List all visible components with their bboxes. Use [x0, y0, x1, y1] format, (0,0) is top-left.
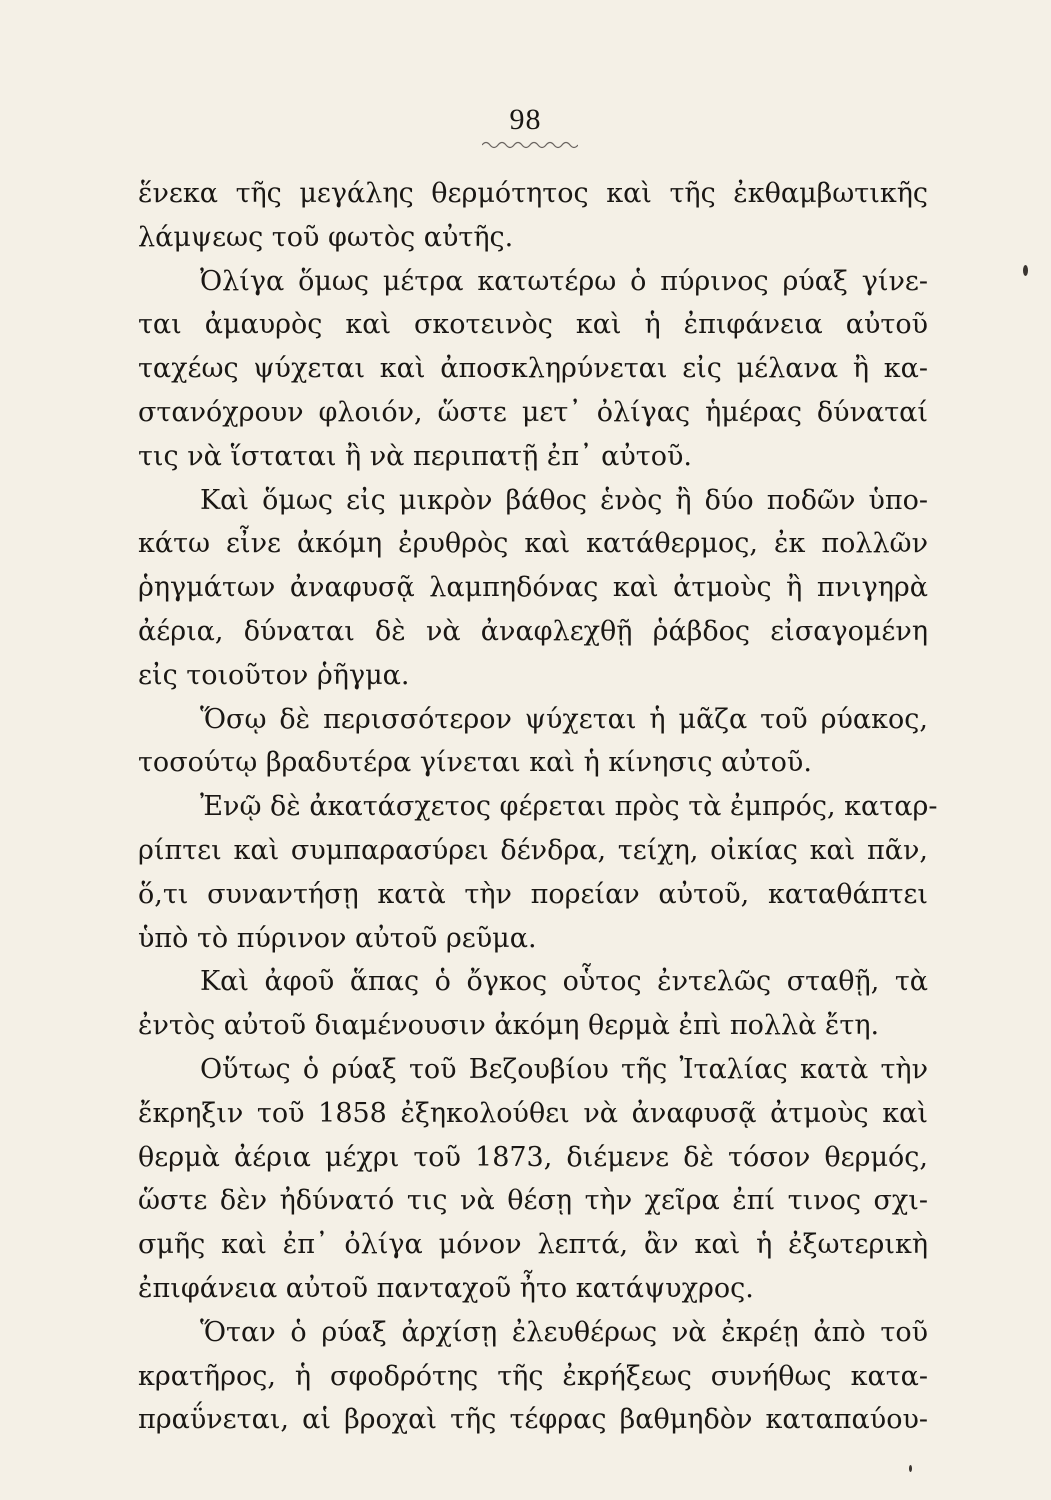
text-line: λάμψεως τοῦ φωτὸς αὐτῆς. [138, 221, 514, 253]
text-line: ῥηγμάτων ἀναφυσᾷ λαμπηδόνας καὶ ἀτμοὺς ἢ πνιγηρὰ [138, 572, 928, 604]
text-line: τις νὰ ἵσταται ἢ νὰ περιπατῇ ἐπ᾽ αὐτοῦ. [138, 440, 692, 472]
text-line: Καὶ ὅμως εἰς μικρὸν βάθος ἑνὸς ἢ δύο ποδῶν ὑπο- [200, 484, 928, 516]
text-line: Ἐνῷ δὲ ἀκατάσχετος φέρεται πρὸς τὰ ἐμπρός, καταρ- [200, 791, 938, 823]
text-line: τοσούτῳ βραδυτέρα γίνεται καὶ ἡ κίνησις αὐτοῦ. [138, 747, 812, 779]
text-line: κρατῆρος, ἡ σφοδρότης τῆς ἐκρήξεως συνήθως κατα- [138, 1360, 928, 1392]
text-line: ταχέως ψύχεται καὶ ἀποσκληρύνεται εἰς μέλανα ἢ κα- [138, 353, 928, 385]
text-line: ται ἀμαυρὸς καὶ σκοτεινὸς καὶ ἡ ἐπιφάνεια αὐτοῦ [138, 309, 928, 341]
text-line: ἔκρηξιν τοῦ 1858 ἐξηκολούθει νὰ ἀναφυσᾷ ἀτμοὺς καὶ [138, 1097, 928, 1129]
text-line: ἕνεκα τῆς μεγάλης θερμότητος καὶ τῆς ἐκθαμβωτικῆς [138, 178, 928, 209]
text-line: ἐπιφάνεια αὐτοῦ πανταχοῦ ἦτο κατάψυχρος. [138, 1272, 754, 1304]
text-line: ὅ,τι συναντήσῃ κατὰ τὴν πορείαν αὐτοῦ, καταθάπτει [138, 878, 928, 910]
text-line: ὥστε δὲν ἠδύνατό τις νὰ θέσῃ τὴν χεῖρα ἐπί τινος σχι- [138, 1185, 928, 1217]
text-line: στανόχρουν φλοιόν, ὥστε μετ᾽ ὀλίγας ἡμέρας δύναταί [138, 396, 928, 428]
text-line: Ὀλίγα ὅμως μέτρα κατωτέρω ὁ πύρινος ρύαξ γίνε- [200, 265, 928, 297]
text-line: ὑπὸ τὸ πύρινον αὐτοῦ ρεῦμα. [138, 922, 537, 954]
text-line: Ὅταν ὁ ρύαξ ἀρχίσῃ ἐλευθέρως νὰ ἐκρέῃ ἀπὸ τοῦ [200, 1316, 928, 1348]
text-line: Καὶ ἀφοῦ ἅπας ὁ ὄγκος οὗτος ἐντελῶς σταθῇ, τὰ [200, 966, 928, 998]
body-text [138, 172, 938, 1442]
text-line: Οὕτως ὁ ρύαξ τοῦ Βεζουβίου τῆς Ἰταλίας κατὰ τὴν [200, 1053, 928, 1085]
text-line: κάτω εἶνε ἀκόμη ἐρυθρὸς καὶ κατάθερμος, ἐκ πολλῶν [138, 528, 928, 560]
text-line: εἰς τοιοῦτον ῥῆγμα. [138, 659, 410, 691]
text-line: ἐντὸς αὐτοῦ διαμένουσιν ἀκόμη θερμὰ ἐπὶ πολλὰ ἔτη. [138, 1010, 880, 1042]
margin-mark [909, 1465, 912, 1472]
text-line: ἀέρια, δύναται δὲ νὰ ἀναφλεχθῇ ῥάβδος εἰσαγομένη [138, 615, 928, 647]
text-line: ρίπτει καὶ συμπαρασύρει δένδρα, τείχη, οἰκίας καὶ πᾶν, [138, 834, 928, 866]
text-line: σμῆς καὶ ἐπ᾽ ὀλίγα μόνον λεπτά, ἂν καὶ ἡ ἐξωτερικὴ [138, 1229, 928, 1261]
text-line: πραΰνεται, αἱ βροχαὶ τῆς τέφρας βαθμηδὸν καταπαύου- [138, 1404, 928, 1436]
text-line: θερμὰ ἀέρια μέχρι τοῦ 1873, διέμενε δὲ τόσον θερμός, [138, 1141, 928, 1173]
page-number: 98 [509, 103, 542, 136]
text-line: Ὅσῳ δὲ περισσότερον ψύχεται ἡ μᾶζα τοῦ ρύακος, [200, 703, 928, 735]
margin-mark [1023, 265, 1028, 276]
wavy-ornament-rule [482, 140, 578, 150]
